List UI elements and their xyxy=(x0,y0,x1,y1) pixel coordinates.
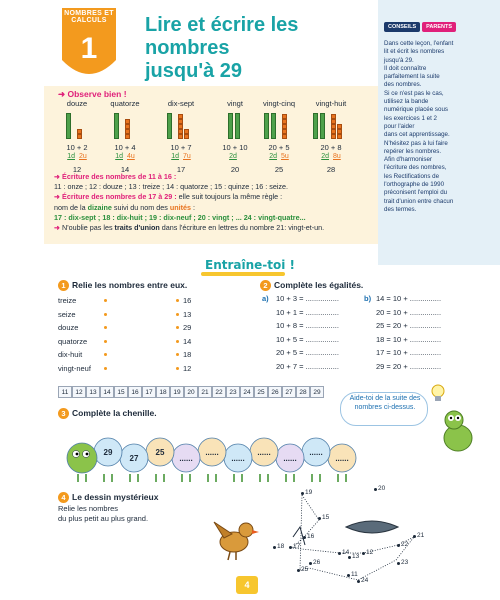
equation-b[interactable]: 25 = 20 + ............... xyxy=(376,321,442,330)
mystery-dot[interactable] xyxy=(309,562,312,565)
mystery-dot-label: 21 xyxy=(417,532,425,539)
exercise-3-number: 3 xyxy=(58,408,69,419)
equation-a[interactable]: 20 + 5 = ................ xyxy=(276,348,339,357)
number-line-cell: 22 xyxy=(212,386,226,398)
exercise-2-title: 2 Complète les égalités. xyxy=(260,280,363,291)
mystery-dot-label: 11 xyxy=(351,571,358,578)
caterpillar-value: ...... xyxy=(309,448,323,457)
number-item: 14 xyxy=(183,336,192,346)
caterpillar-value: 27 xyxy=(129,454,139,463)
mystery-dot-label: 15 xyxy=(322,514,330,521)
mystery-dot-label: 13 xyxy=(352,553,360,560)
equation-b[interactable]: 14 = 10 + ............... xyxy=(376,294,442,303)
mystery-dot[interactable] xyxy=(397,544,400,547)
word-item: quatorze xyxy=(58,336,88,346)
number-line-cell: 17 xyxy=(142,386,156,398)
word-item: vingt-neuf xyxy=(58,363,91,373)
number-line-cell: 19 xyxy=(170,386,184,398)
rule-2: ➜ Écriture des nombres de 17 à 29 : elle suit toujours la même règle : xyxy=(54,192,283,202)
caterpillar-value: ...... xyxy=(179,454,193,463)
word-item: treize xyxy=(58,296,77,305)
number-line-cell: 16 xyxy=(128,386,142,398)
number-sum: 10 + 4 xyxy=(114,143,136,152)
mystery-dot[interactable] xyxy=(338,552,341,555)
mystery-dot-label: 17 xyxy=(293,543,301,550)
caterpillar-value: 25 xyxy=(155,448,165,457)
caterpillar-value: ...... xyxy=(335,454,349,463)
mystery-dot-label: 12 xyxy=(366,549,374,556)
exercise-4-instructions: Relie les nombres du plus petit au plus grand. xyxy=(58,504,149,523)
number-line-cell: 24 xyxy=(240,386,254,398)
tens-units: 1d 2u xyxy=(67,153,87,160)
badge-label: NOMBRES ET CALCULS xyxy=(64,10,114,24)
title-line-1: Lire et écrire les nombres xyxy=(145,14,299,59)
mystery-dot[interactable] xyxy=(301,492,304,495)
mystery-dot-label: 22 xyxy=(401,541,409,548)
mystery-dot-label: 26 xyxy=(313,559,321,566)
caterpillar-value: ...... xyxy=(283,454,297,463)
number-sum: 20 + 8 xyxy=(320,143,342,152)
number-result: 28 xyxy=(326,165,336,174)
caterpillar-value: 29 xyxy=(103,448,113,457)
number-line-cell: 25 xyxy=(254,386,268,398)
number-line-cell: 26 xyxy=(268,386,282,398)
parents-advice-text: Dans cette leçon, l'enfant lit et écrit les nombres jusqu'à 29. Il doit connaître parfaitement la suite des nombres. Si ce n'est pas le cas, utilisez la bande numérique placée sous les exercices 1 et 2 pour l'aider dans cet apprentissage. N'hésitez pas à lui faire repérer les nombres. Afin d'harmoniser l'écriture des nombres, les Rectifications de l'orthographe de 1990 préconisent l'emploi du trait d'union entre chacun des termes. xyxy=(384,40,454,213)
equation-b[interactable]: 29 = 20 + ............... xyxy=(376,361,442,371)
number-line-cell: 28 xyxy=(296,386,310,398)
number-result: 20 xyxy=(230,165,240,174)
page-number: 4 xyxy=(236,576,258,594)
tens-units: 2d 8u xyxy=(321,153,341,160)
exercise-1-title: 1 Relie les nombres entre eux. xyxy=(58,280,187,291)
number-item: 16 xyxy=(183,296,192,305)
number-result: 12 xyxy=(72,165,82,174)
number-line-cell: 18 xyxy=(156,386,170,398)
number-line-cell: 21 xyxy=(198,386,212,398)
mystery-dot[interactable] xyxy=(397,562,400,565)
number-word: dix-sept xyxy=(167,99,195,108)
mystery-dot-label: 18 xyxy=(277,543,285,550)
equation-a[interactable]: 10 + 5 = ................ xyxy=(276,334,339,344)
mystery-dot[interactable] xyxy=(289,546,292,549)
mystery-dot-label: 25 xyxy=(301,566,309,573)
mystery-dot[interactable] xyxy=(362,552,365,555)
mystery-dot-label: 23 xyxy=(401,559,409,566)
caterpillar-value: ...... xyxy=(231,454,245,463)
number-line-cell: 11 xyxy=(58,386,72,398)
label-a: a) xyxy=(262,294,269,303)
mystery-dot[interactable] xyxy=(374,488,377,491)
mystery-dot-label: 14 xyxy=(342,549,350,556)
equation-b[interactable]: 17 = 10 + ............... xyxy=(376,348,442,357)
mystery-dot[interactable] xyxy=(348,556,351,559)
title-line-2: jusqu'à 29 xyxy=(145,60,243,82)
equation-a[interactable]: 10 + 1 = ................ xyxy=(276,307,339,317)
number-word: vingt-huit xyxy=(315,99,347,108)
rule-1-text: 11 : onze ; 12 : douze ; 13 : treize ; 14 : quatorze ; 15 : quinze ; 16 : seize. xyxy=(54,182,289,192)
number-item: 18 xyxy=(183,350,192,359)
tag-parents: PARENTS xyxy=(422,22,456,32)
mystery-dot[interactable] xyxy=(297,569,300,572)
equation-a[interactable]: 10 + 3 = ................ xyxy=(276,294,339,303)
number-line-cell: 29 xyxy=(310,386,324,398)
mystery-dot-label: 24 xyxy=(361,577,369,584)
number-result: 25 xyxy=(274,165,284,174)
exercise-3-title: 3 Complète la chenille. xyxy=(58,408,157,419)
mystery-dot[interactable] xyxy=(318,517,321,520)
hint-text: Aide-toi de la suite des nombres ci-dessus. xyxy=(349,395,421,411)
equation-b[interactable]: 20 = 10 + ............... xyxy=(376,307,442,317)
tens-units: 2d 5u xyxy=(269,153,289,160)
mystery-dot[interactable] xyxy=(303,536,306,539)
tag-conseils: CONSEILS xyxy=(384,22,420,32)
number-line-cell: 13 xyxy=(86,386,100,398)
number-sum: 10 + 10 xyxy=(222,143,248,152)
mystery-dot[interactable] xyxy=(347,574,350,577)
observe-title: ➜ Observe bien ! xyxy=(58,89,127,99)
lesson-number: 1 xyxy=(80,32,98,65)
word-item: dix-huit xyxy=(58,350,83,359)
rule-2-examples: 17 : dix-sept ; 18 : dix-huit ; 19 : dix-neuf ; 20 : vingt ; ... 24 : vingt-quatre... xyxy=(54,212,306,222)
exercise-2-number: 2 xyxy=(260,280,271,291)
number-sum: 10 + 2 xyxy=(66,143,88,152)
number-item: 12 xyxy=(183,363,192,373)
mystery-dot-label: 16 xyxy=(307,533,315,540)
exercise-4-number: 4 xyxy=(58,492,69,503)
word-item: seize xyxy=(58,309,76,319)
number-line-cell: 27 xyxy=(282,386,296,398)
number-item: 13 xyxy=(183,309,192,319)
exercise-1-number: 1 xyxy=(58,280,69,291)
caterpillar-value: ...... xyxy=(205,448,219,457)
exercise-4-title: 4 Le dessin mystérieux xyxy=(58,492,158,503)
word-item: douze xyxy=(58,323,79,332)
equation-b[interactable]: 18 = 10 + ............... xyxy=(376,334,442,344)
caterpillar-value: ...... xyxy=(257,448,271,457)
number-sum: 10 + 7 xyxy=(170,143,192,152)
number-line-cell: 12 xyxy=(72,386,86,398)
number-result: 17 xyxy=(176,165,186,174)
mystery-dot[interactable] xyxy=(273,546,276,549)
equation-a[interactable]: 20 + 7 = ................ xyxy=(276,361,339,371)
mystery-dot-label: 20 xyxy=(378,485,386,492)
rule-3: ➜ N'oublie pas les traits d'union dans l'écriture en lettres du nombre 21: vingt-et-un. xyxy=(54,223,325,233)
tens-units: 1d 7u xyxy=(171,153,191,160)
number-line-cell: 14 xyxy=(100,386,114,398)
tens-units: 2d xyxy=(229,153,237,160)
number-line-cell: 15 xyxy=(114,386,128,398)
mystery-dot[interactable] xyxy=(357,580,360,583)
equation-a[interactable]: 10 + 8 = ................ xyxy=(276,321,339,330)
rule-2-text: nom de la dizaine suivi du nom des unités : xyxy=(54,202,196,212)
number-word: vingt xyxy=(227,99,243,108)
mystery-dot[interactable] xyxy=(413,535,416,538)
number-result: 14 xyxy=(120,165,130,174)
number-item: 29 xyxy=(183,323,192,332)
number-word: quatorze xyxy=(110,99,140,108)
entraine-title: Entraîne-toi ! xyxy=(205,258,296,272)
number-word: douze xyxy=(66,99,88,108)
number-line-cell: 23 xyxy=(226,386,240,398)
tens-units: 1d 4u xyxy=(115,153,135,160)
number-word: vingt-cinq xyxy=(262,99,296,108)
mystery-dot-label: 19 xyxy=(305,489,313,496)
label-b: b) xyxy=(364,294,372,303)
number-sum: 20 + 5 xyxy=(268,143,290,152)
number-line-cell: 20 xyxy=(184,386,198,398)
rule-1: ➜ Écriture des nombres de 11 à 16 : xyxy=(54,172,177,181)
